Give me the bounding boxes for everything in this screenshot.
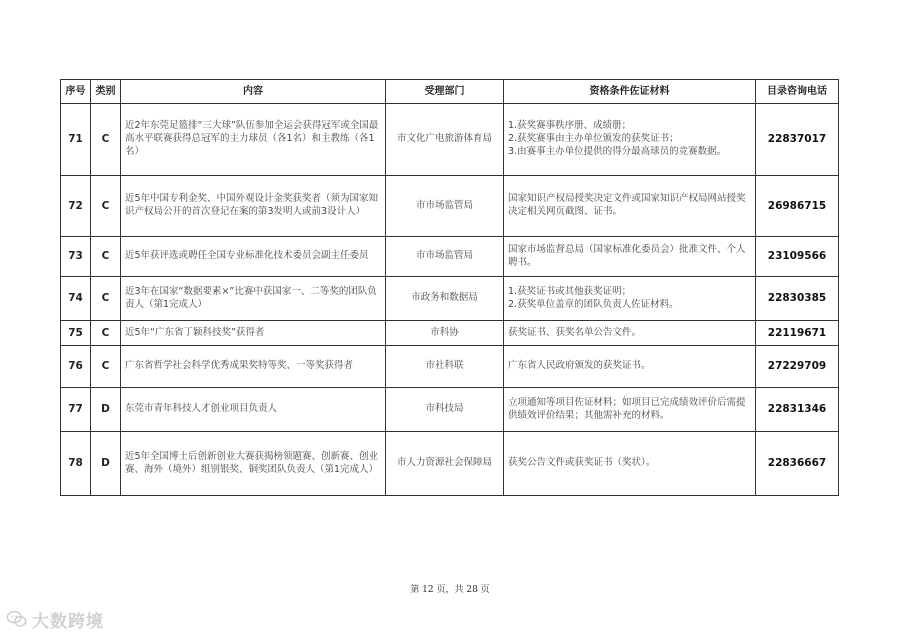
wechat-logo-icon xyxy=(6,608,28,630)
material-line: 2.获奖单位盖章的团队负责人佐证材料。 xyxy=(508,298,679,310)
row-number: 71 xyxy=(61,104,91,176)
header-num: 序号 xyxy=(61,80,91,104)
table-row xyxy=(61,277,839,321)
row-phone: 22830385 xyxy=(756,277,839,321)
table-row xyxy=(61,432,839,496)
row-number: 74 xyxy=(61,277,91,321)
row-department: 市文化广电旅游体育局 xyxy=(386,104,504,176)
table-row xyxy=(61,237,839,277)
row-category: C xyxy=(91,237,121,277)
row-number: 72 xyxy=(61,176,91,237)
watermark xyxy=(6,606,104,632)
header-materials: 资格条件佐证材料 xyxy=(504,80,756,104)
table-row xyxy=(61,176,839,237)
row-materials xyxy=(504,388,756,432)
row-materials xyxy=(504,321,756,346)
row-category: C xyxy=(91,346,121,388)
material-line: 国家市场监督总局（国家标准化委员会）批准文件、个人聘书。 xyxy=(508,243,746,268)
row-number: 77 xyxy=(61,388,91,432)
material-line: 广东省人民政府颁发的获奖证书。 xyxy=(508,360,651,372)
row-content: 近3年在国家“数据要素×”比赛中获国家一、二等奖的团队负责人（第1完成人） xyxy=(121,277,386,321)
row-number: 75 xyxy=(61,321,91,346)
row-content: 近2年东莞足篮排“三大球”队伍参加全运会获得冠军或全国最高水平联赛获得总冠军的主力球员（各1名）和主教练（各1名） xyxy=(121,104,386,176)
row-materials xyxy=(504,432,756,496)
row-phone: 22836667 xyxy=(756,432,839,496)
table-row xyxy=(61,104,839,176)
row-materials xyxy=(504,277,756,321)
material-line: 2.获奖赛事由主办单位颁发的获奖证书； xyxy=(508,133,679,145)
row-content: 近5年全国博士后创新创业大赛获揭榜领题赛、创新赛、创业赛、海外（境外）组别银奖、铜奖团队负责人（第1完成人） xyxy=(121,432,386,496)
row-category: C xyxy=(91,321,121,346)
row-content: 广东省哲学社会科学优秀成果奖特等奖、一等奖获得者 xyxy=(121,346,386,388)
material-line: 获奖公告文件或获奖证书（奖状）。 xyxy=(508,457,656,469)
header-content: 内容 xyxy=(121,80,386,104)
row-number: 76 xyxy=(61,346,91,388)
material-line: 1.获奖赛事秩序册、成绩册； xyxy=(508,120,632,132)
row-department: 市人力资源社会保障局 xyxy=(386,432,504,496)
row-number: 78 xyxy=(61,432,91,496)
row-category: C xyxy=(91,176,121,237)
material-line: 3.由赛事主办单位提供的得分最高球员的竞赛数据。 xyxy=(508,145,727,157)
table-row xyxy=(61,346,839,388)
header-category: 类别 xyxy=(91,80,121,104)
row-phone: 26986715 xyxy=(756,176,839,237)
row-department: 市市场监管局 xyxy=(386,176,504,237)
header-phone: 目录咨询电话 xyxy=(756,80,839,104)
talent-catalog-table xyxy=(60,79,839,496)
row-department: 市市场监管局 xyxy=(386,237,504,277)
row-content: 东莞市青年科技人才创业项目负责人 xyxy=(121,388,386,432)
row-content: 近5年“广东省丁颖科技奖”获得者 xyxy=(121,321,386,346)
row-number: 73 xyxy=(61,237,91,277)
row-phone: 22831346 xyxy=(756,388,839,432)
material-line: 1.获奖证书或其他获奖证明； xyxy=(508,285,632,297)
watermark-text: 大数跨境 xyxy=(32,611,104,632)
row-category: D xyxy=(91,432,121,496)
material-line: 国家知识产权局授奖决定文件或国家知识产权局网站授奖决定相关网页截图、证书。 xyxy=(508,193,746,217)
material-line: 获奖证书、获奖名单公告文件。 xyxy=(508,326,642,338)
row-phone: 23109566 xyxy=(756,237,839,277)
row-department: 市科技局 xyxy=(386,388,504,432)
row-materials xyxy=(504,237,756,277)
row-department: 市社科联 xyxy=(386,346,504,388)
material-line: 立项通知等项目佐证材料；如项目已完成绩效评价后需提供绩效评价结果；其他需补充的材料。 xyxy=(508,396,746,421)
row-materials xyxy=(504,346,756,388)
row-content: 近5年获评选或聘任全国专业标准化技术委员会副主任委员 xyxy=(121,237,386,277)
row-phone: 22119671 xyxy=(756,321,839,346)
row-category: D xyxy=(91,388,121,432)
row-content: 近5年中国专利金奖、中国外观设计金奖获奖者（须为国家知识产权局公开的首次登记在案的第3发明人或前3设计人） xyxy=(121,176,386,237)
page-footer: 第 12 页，共 28 页 xyxy=(410,585,490,595)
row-phone: 27229709 xyxy=(756,346,839,388)
row-category: C xyxy=(91,104,121,176)
row-materials xyxy=(504,176,756,237)
table-row xyxy=(61,388,839,432)
row-phone: 22837017 xyxy=(756,104,839,176)
header-department: 受理部门 xyxy=(386,80,504,104)
row-category: C xyxy=(91,277,121,321)
row-materials xyxy=(504,104,756,176)
row-department: 市政务和数据局 xyxy=(386,277,504,321)
table-row xyxy=(61,321,839,346)
row-department: 市科协 xyxy=(386,321,504,346)
table-header-row xyxy=(61,80,839,104)
